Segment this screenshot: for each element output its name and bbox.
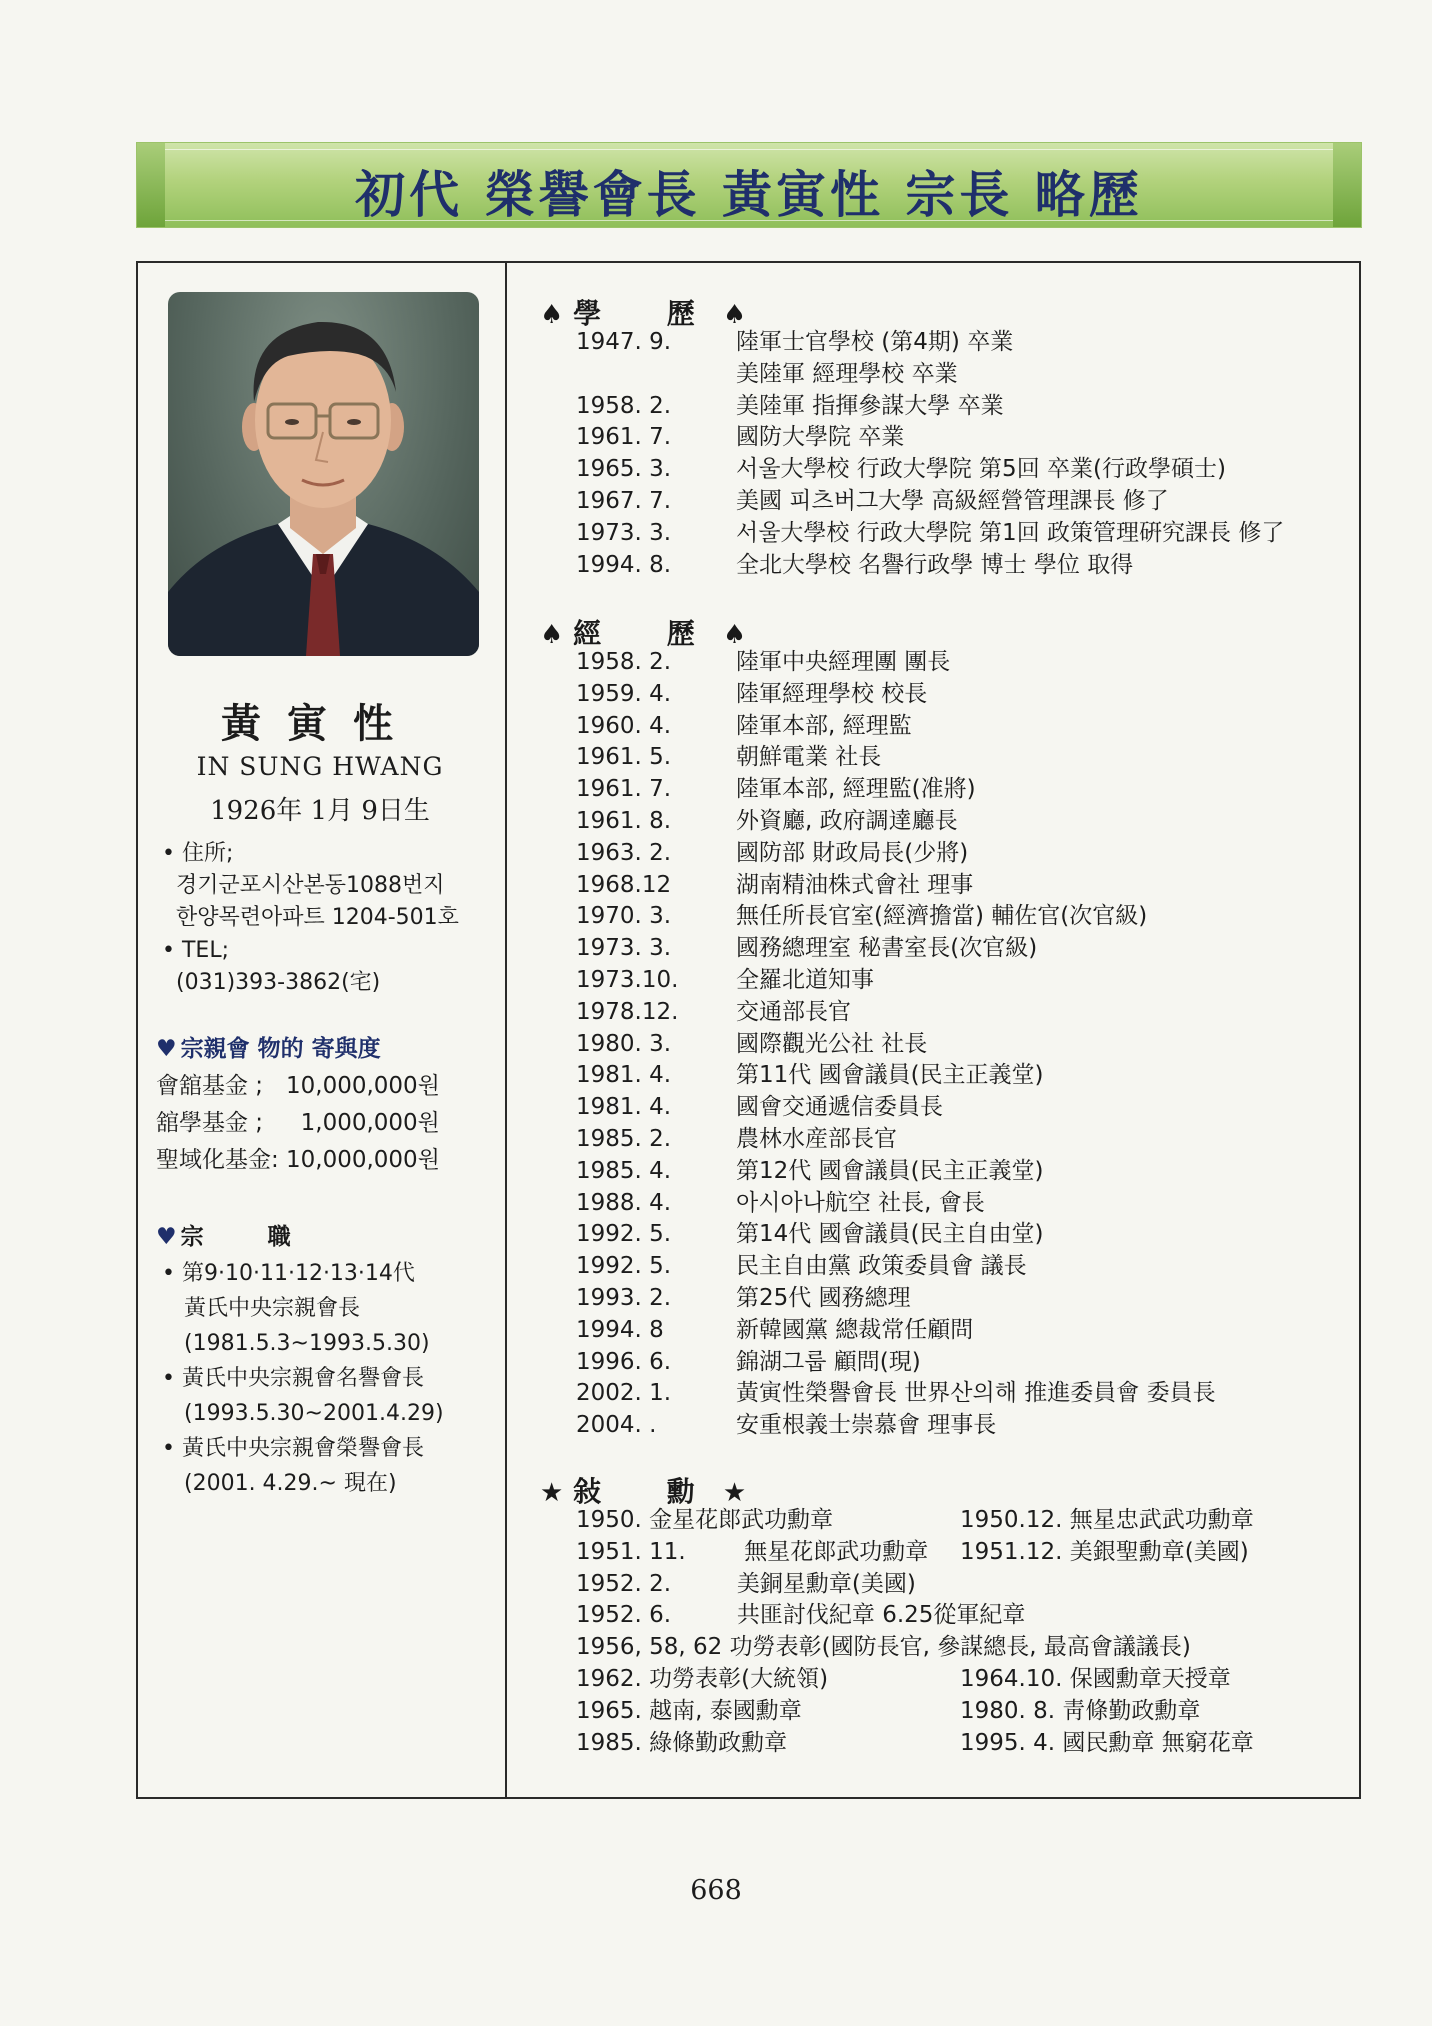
- award-left: 1956, 58, 62 功勞表彰(國防長官, 參謀總長, 最高會議議長): [576, 1634, 1191, 1661]
- row-date: 1992. 5.: [576, 1253, 672, 1280]
- award-left: 1951. 11. 無星花郞武功勳章: [576, 1538, 929, 1565]
- birth-date: 1926年 1月 9日生: [210, 796, 430, 826]
- row-text: 交通部長官: [736, 998, 851, 1025]
- address-line-2: 한양목련아파트 1204-501호: [176, 905, 459, 930]
- row-text: 農林水産部長官: [736, 1125, 897, 1152]
- row-date: 1992. 5.: [576, 1221, 672, 1248]
- post-item-line: (1981.5.3~1993.5.30): [184, 1331, 430, 1356]
- row-text: 無任所長官室(經濟擔當) 輔佐官(次官級): [736, 903, 1148, 930]
- row-text: 新韓國黨 總裁常任顧問: [736, 1316, 974, 1343]
- post-item-line: 黃氏中央宗親會長: [184, 1296, 361, 1321]
- name-english: IN SUNG HWANG: [196, 752, 444, 781]
- row-text: 서울大學校 行政大學院 第1回 政策管理硏究課長 修了: [736, 519, 1285, 546]
- row-text: 國際觀光公社 社長: [736, 1030, 928, 1057]
- row-text: 國防大學院 卒業: [736, 424, 905, 451]
- row-date: 1973.10.: [576, 966, 679, 993]
- row-date: 1958. 2.: [576, 649, 672, 675]
- row-date: 2002. 1.: [576, 1380, 672, 1407]
- title-banner: [136, 142, 1362, 228]
- row-text: 陸軍中央經理團 團長: [736, 649, 951, 675]
- heart-icon: ♥: [156, 1224, 177, 1250]
- row-text: 陸軍士官學校 (第4期) 卒業: [736, 329, 1014, 355]
- row-date: 1981. 4.: [576, 1094, 672, 1121]
- row-date: 1973. 3.: [576, 935, 672, 962]
- column-divider: [505, 261, 507, 1799]
- portrait-photo: [168, 292, 479, 656]
- posts-list: [162, 1256, 444, 1501]
- post-item: • 第9·10·11·12·13·14代: [162, 1256, 444, 1291]
- row-text: 國會交通遞信委員長: [736, 1094, 943, 1121]
- row-date: 1963. 2.: [576, 839, 672, 866]
- award-right: 1951.12. 美銀聖勳章(美國): [960, 1538, 1249, 1565]
- row-text: 第14代 國會議員(民主自由堂): [736, 1221, 1044, 1248]
- award-left: 1952. 2. 美銅星勳章(美國): [576, 1570, 916, 1597]
- donation-list: [156, 1068, 440, 1179]
- row-text: 美國 피츠버그大學 高級經營管理課長 修了: [736, 487, 1169, 514]
- row-text: 錦湖그룹 顧問(現): [736, 1348, 921, 1375]
- row-date: 1960. 4.: [576, 712, 672, 739]
- row-date: 1993. 2.: [576, 1284, 672, 1311]
- row-text: 陸軍本部, 經理監(准將): [736, 776, 976, 803]
- row-text: 第11代 國會議員(民主正義堂): [736, 1062, 1044, 1089]
- tel-label: • TEL;: [162, 935, 229, 966]
- row-date: 1985. 2.: [576, 1125, 672, 1152]
- page-number: 668: [690, 1875, 742, 1906]
- row-date: 1996. 6.: [576, 1348, 672, 1375]
- row-text: 外資廳, 政府調達廳長: [736, 807, 958, 834]
- award-left: 1952. 6. 共匪討伐紀章 6.25從軍紀章: [576, 1602, 1026, 1629]
- row-date: 2004. .: [576, 1412, 657, 1439]
- row-text: 第25代 國務總理: [736, 1284, 911, 1311]
- row-date: 1961. 7.: [576, 424, 672, 451]
- row-date: 1970. 3.: [576, 903, 672, 930]
- donation-item: 舘學基金 ; 1,000,000원: [156, 1110, 440, 1136]
- page-title: 初代 榮譽會長 黃寅性 宗長 略歷: [355, 165, 1143, 224]
- career-heading: ♠ 經 歷♠: [540, 617, 747, 650]
- row-date: 1994. 8: [576, 1316, 664, 1343]
- spade-icon: ♠: [540, 300, 564, 330]
- row-text: 美陸軍 指揮參謀大學 卒業: [736, 392, 1004, 419]
- star-icon: ★: [540, 1478, 564, 1508]
- row-date: 1985. 4.: [576, 1157, 672, 1184]
- post-item: • 黃氏中央宗親會名譽會長: [162, 1361, 444, 1396]
- award-right: 1964.10. 保國勳章天授章: [960, 1665, 1231, 1692]
- row-text: 朝鮮電業 社長: [736, 744, 882, 771]
- star-icon: ★: [722, 1478, 747, 1508]
- row-text: 美陸軍 經理學校 卒業: [736, 360, 958, 387]
- heart-icon: ♥: [156, 1036, 177, 1062]
- row-date: 1958. 2.: [576, 392, 672, 419]
- address-label: • 住所;: [162, 838, 233, 869]
- award-right: 1995. 4. 國民勳章 無窮花章: [960, 1729, 1254, 1756]
- donation-heading: ♥ 宗親會 物的 寄與度: [156, 1036, 381, 1062]
- award-left: 1985. 綠條勤政勳章: [576, 1729, 788, 1756]
- spade-icon: ♠: [722, 300, 747, 330]
- spade-icon: ♠: [540, 620, 564, 650]
- row-date: 1959. 4.: [576, 680, 672, 707]
- row-date: 1980. 3.: [576, 1030, 672, 1057]
- donation-item: 會舘基金 ; 10,000,000원: [156, 1073, 440, 1099]
- row-date: 1967. 7.: [576, 487, 672, 514]
- row-date: 1968.12: [576, 871, 672, 898]
- award-right: 1980. 8. 靑條勤政勳章: [960, 1697, 1201, 1724]
- row-text: 陸軍本部, 經理監: [736, 712, 912, 739]
- row-date: 1961. 5.: [576, 744, 672, 771]
- portrait-illustration: [168, 292, 479, 656]
- education-heading: ♠ 學 歷♠: [540, 297, 747, 330]
- row-text: 第12代 國會議員(民主正義堂): [736, 1157, 1044, 1184]
- tel-value: (031)393-3862(宅): [176, 970, 381, 995]
- row-text: 安重根義士崇慕會 理事長: [736, 1412, 997, 1439]
- award-left: 1965. 越南, 泰國勳章: [576, 1697, 802, 1724]
- row-date: 1981. 4.: [576, 1062, 672, 1089]
- row-text: 國務總理室 秘書室長(次官級): [736, 935, 1038, 962]
- row-text: 黃寅性榮譽會長 世界산의해 推進委員會 委員長: [736, 1380, 1216, 1407]
- row-date: 1961. 7.: [576, 776, 672, 803]
- row-date: 1978.12.: [576, 998, 679, 1025]
- row-date: 1961. 8.: [576, 807, 672, 834]
- award-right: 1950.12. 無星忠武武功勳章: [960, 1507, 1254, 1533]
- row-date: 1973. 3.: [576, 519, 672, 546]
- row-text: 湖南精油株式會社 理事: [736, 871, 974, 898]
- post-item-line: (1993.5.30~2001.4.29): [184, 1401, 444, 1426]
- row-date: 1947. 9.: [576, 329, 672, 355]
- award-left: 1962. 功勞表彰(大統領): [576, 1665, 829, 1692]
- row-text: 民主自由黨 政策委員會 議長: [736, 1253, 1027, 1280]
- name-korean: 黃寅性: [221, 700, 419, 747]
- award-left: 1950. 金星花郞武功勳章: [576, 1507, 834, 1533]
- donation-item: 聖域化基金: 10,000,000원: [156, 1147, 440, 1173]
- row-date: 1965. 3.: [576, 456, 672, 483]
- row-text: 國防部 財政局長(少將): [736, 839, 969, 866]
- row-text: 全羅北道知事: [736, 966, 874, 993]
- awards-heading: ★ 敍 勳★: [540, 1475, 747, 1508]
- row-text: 陸軍經理學校 校長: [736, 680, 928, 707]
- row-date: 1988. 4.: [576, 1189, 672, 1216]
- row-date: 1994. 8.: [576, 551, 672, 578]
- post-item-line: (2001. 4.29.~ 現在): [184, 1471, 397, 1496]
- post-item: • 黃氏中央宗親會榮譽會長: [162, 1431, 444, 1466]
- spade-icon: ♠: [722, 620, 747, 650]
- row-text: 서울大學校 行政大學院 第5回 卒業(行政學碩士): [736, 456, 1226, 483]
- address-line-1: 경기군포시산본동1088번지: [176, 873, 445, 898]
- row-text: 아시아나航空 社長, 會長: [736, 1189, 985, 1216]
- posts-heading: ♥ 宗 職: [156, 1224, 319, 1250]
- row-text: 全北大學校 名譽行政學 博士 學位 取得: [736, 551, 1134, 578]
